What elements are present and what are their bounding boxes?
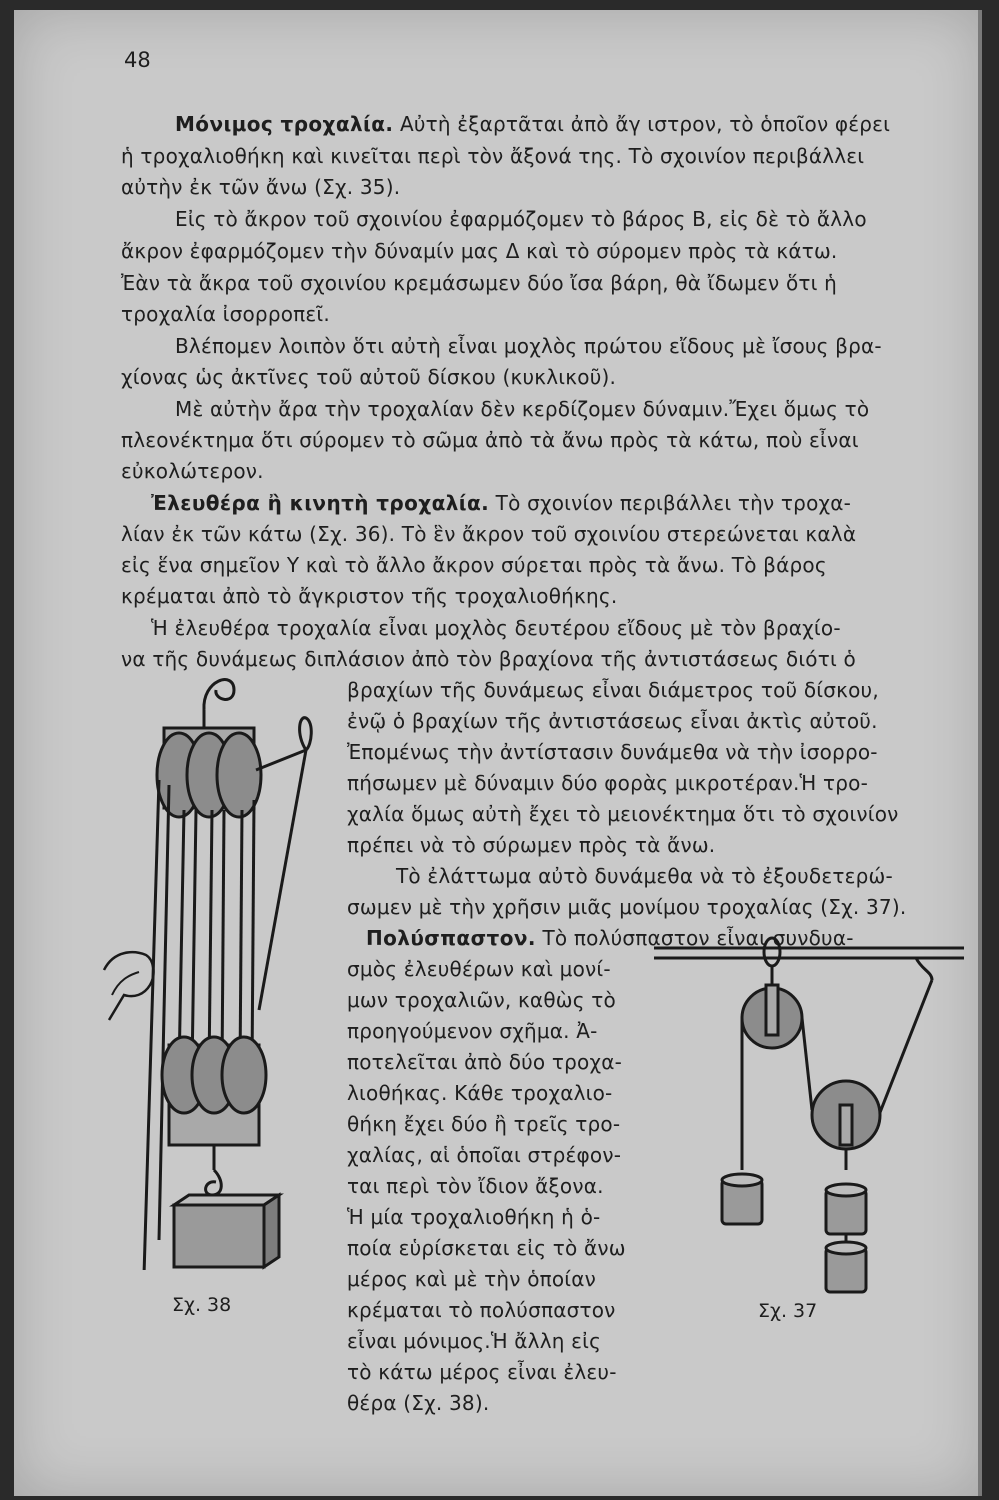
figure-37-combined-pulleys bbox=[654, 930, 964, 1310]
text-line: τὸ κάτω μέρος εἶναι ἐλευ- bbox=[347, 1360, 617, 1384]
text-line: πρέπει νὰ τὸ σύρωμεν πρὸς τὰ ἄνω. bbox=[347, 833, 716, 857]
text-line: χαλίας, αἱ ὁποῖαι στρέφον- bbox=[347, 1143, 622, 1167]
figure-37-caption: Σχ. 37 bbox=[758, 1300, 818, 1322]
text-line: ποτελεῖται ἀπὸ δύο τροχα- bbox=[347, 1050, 623, 1074]
text-line: Εἰς τὸ ἄκρον τοῦ σχοινίου ἐφαρμόζομεν τὸ βάρος Β, εἰς δὲ τὸ ἄλλο bbox=[175, 207, 867, 231]
page-edge bbox=[978, 10, 982, 1496]
text-line: Ἐλευθέρα ἢ κινητὴ τροχαλία. Τὸ σχοινίον περιβάλλει τὴν τροχα- bbox=[151, 491, 852, 515]
text-line: Πολύσπαστον. Τὸ πολύσπαστον εἶναι συνδυα- bbox=[366, 926, 854, 950]
section-heading-block-and-tackle: Πολύσπαστον. bbox=[366, 926, 536, 950]
book-page bbox=[14, 10, 982, 1496]
top-hook-icon bbox=[204, 680, 234, 710]
text-line: σμὸς ἐλευθέρων καὶ μονί- bbox=[347, 957, 611, 981]
text-line: θήκη ἔχει δύο ἢ τρεῖς τρο- bbox=[347, 1112, 621, 1136]
text-line: κρέμαται τὸ πολύσπαστον bbox=[347, 1298, 616, 1322]
text-line: Ἡ ἐλευθέρα τροχαλία εἶναι μοχλὸς δευτέρου εἴδους μὲ τὸν βραχίο- bbox=[151, 616, 841, 640]
text-line: πλεονέκτημα ὅτι σύρομεν τὸ σῶμα ἀπὸ τὰ ἄνω πρὸς τὰ κάτω, ποὺ εἶναι bbox=[121, 428, 859, 452]
text-line: σωμεν μὲ τὴν χρῆσιν μιᾶς μονίμου τροχαλίας (Σχ. 37). bbox=[347, 895, 907, 919]
text-line: αὐτὴν ἐκ τῶν ἄνω (Σχ. 35). bbox=[121, 175, 401, 199]
bottom-hook-icon bbox=[206, 1170, 222, 1195]
text-line: Ἐὰν τὰ ἄκρα τοῦ σχοινίου κρεμάσωμεν δύο ἴσα βάρη, θὰ ἴδωμεν ὅτι ἡ bbox=[121, 271, 838, 295]
text-line: εὐκολώτερον. bbox=[121, 459, 264, 483]
text-line: Μόνιμος τροχαλία. Αὐτὴ ἐξαρτᾶται ἀπὸ ἄγ ιστρον, τὸ ὁποῖον φέρει bbox=[175, 112, 891, 136]
text-line: λιοθήκας. Κάθε τροχαλιο- bbox=[347, 1081, 613, 1105]
text-line: βραχίων τῆς δυνάμεως εἶναι διάμετρος τοῦ δίσκου, bbox=[347, 678, 879, 702]
text-line: ἄκρον ἐφαρμόζομεν τὴν δύναμίν μας Δ καὶ τὸ σύρομεν πρὸς τὰ κάτω. bbox=[121, 239, 838, 263]
section-heading-fixed-pulley: Μόνιμος τροχαλία. bbox=[175, 112, 394, 136]
text-line: μέρος καὶ μὲ τὴν ὁποίαν bbox=[347, 1267, 597, 1291]
text-line: κρέμαται ἀπὸ τὸ ἄγκριστον τῆς τροχαλιοθήκης. bbox=[121, 584, 618, 608]
text-line: πήσωμεν μὲ δύναμιν δύο φορὰς μικροτέραν.Ἡ τρο- bbox=[347, 771, 869, 795]
text-line: Τὸ ἐλάττωμα αὐτὸ δυνάμεθα νὰ τὸ ἐξουδετερώ- bbox=[396, 864, 893, 888]
section-heading-movable-pulley: Ἐλευθέρα ἢ κινητὴ τροχαλία. bbox=[151, 491, 490, 515]
text-line: Βλέπομεν λοιπὸν ὅτι αὐτὴ εἶναι μοχλὸς πρώτου εἴδους μὲ ἴσους βρα- bbox=[175, 334, 882, 358]
text-line: ποία εὑρίσκεται εἰς τὸ ἄνω bbox=[347, 1236, 626, 1260]
text-line: τροχαλία ἰσορροπεῖ. bbox=[121, 302, 330, 326]
hand-icon bbox=[104, 952, 153, 1020]
text-line: να τῆς δυνάμεως διπλάσιον ἀπὸ τὸν βραχίονα τῆς ἀντιστάσεως διότι ὁ bbox=[121, 647, 856, 671]
text-line: ται περὶ τὸν ἴδιον ἄξονα. bbox=[347, 1174, 604, 1198]
text-line: ἐνῷ ὁ βραχίων τῆς ἀντιστάσεως εἶναι ἀκτὶς αὐτοῦ. bbox=[347, 709, 878, 733]
text-line: Ἡ μία τροχαλιοθήκη ἡ ὁ- bbox=[347, 1205, 601, 1229]
text-line: εἶναι μόνιμος.Ἡ ἄλλη εἰς bbox=[347, 1329, 602, 1353]
page-number: 48 bbox=[124, 48, 151, 72]
figure-38-block-and-tackle bbox=[84, 650, 344, 1270]
text-line: προηγούμενον σχῆμα. Ἀ- bbox=[347, 1019, 598, 1043]
text-line: λίαν ἐκ τῶν κάτω (Σχ. 36). Τὸ ἓν ἄκρον τοῦ σχοινίου στερεώνεται καλὰ bbox=[121, 522, 857, 546]
text-line: μων τροχαλιῶν, καθὼς τὸ bbox=[347, 988, 616, 1012]
text-line: εἰς ἕνα σημεῖον Υ καὶ τὸ ἄλλο ἄκρον σύρεται πρὸς τὰ ἄνω. Τὸ βάρος bbox=[121, 553, 827, 577]
text-line: χίονας ὡς ἀκτῖνες τοῦ αὐτοῦ δίσκου (κυκλικοῦ). bbox=[121, 365, 617, 389]
text-line: χαλία ὅμως αὐτὴ ἔχει τὸ μειονέκτημα ὅτι τὸ σχοινίον bbox=[347, 802, 899, 826]
text-line: θέρα (Σχ. 38). bbox=[347, 1391, 490, 1415]
figure-38-caption: Σχ. 38 bbox=[172, 1294, 232, 1316]
text-line: ἡ τροχαλιοθήκη καὶ κινεῖται περὶ τὸν ἄξονά της. Τὸ σχοινίον περιβάλλει bbox=[121, 144, 865, 168]
text-line: Μὲ αὐτὴν ἄρα τὴν τροχαλίαν δὲν κερδίζομεν δύναμιν.Ἔχει ὅμως τὸ bbox=[175, 397, 870, 421]
text-line: Ἐπομένως τὴν ἀντίστασιν δυνάμεθα νὰ τὴν ἰσορρο- bbox=[347, 740, 878, 764]
